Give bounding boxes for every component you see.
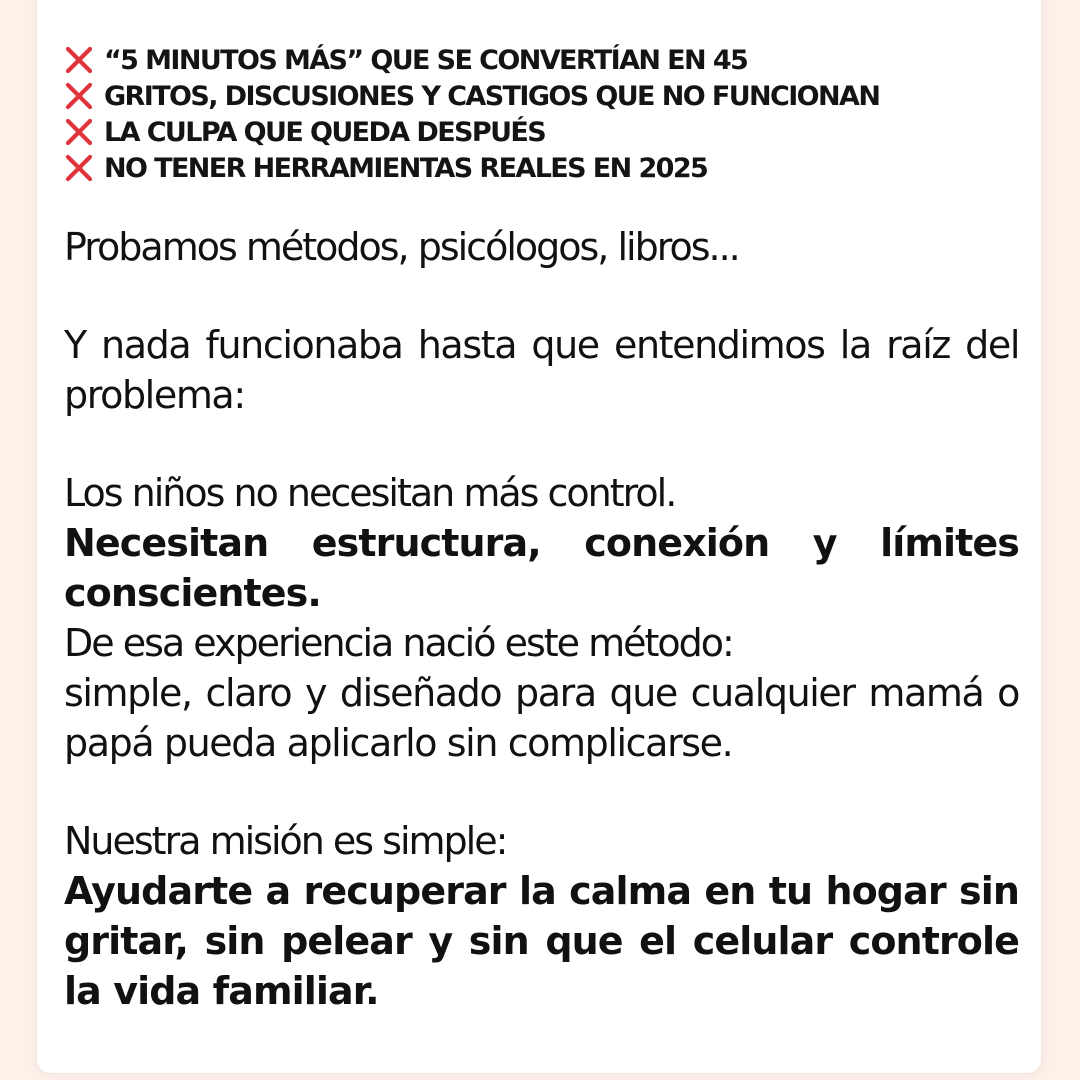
method-description: simple, claro y diseñado para que cualquier mamá o papá pueda aplicarlo sin complicarse.	[64, 671, 1019, 765]
content	[64, 42, 1019, 1016]
problem-text: “5 MINUTOS MÁS” QUE SE CONVERTÍAN EN 45	[104, 44, 748, 76]
cross-mark-icon	[64, 153, 94, 183]
problem-item	[64, 150, 1019, 186]
problem-text: GRITOS, DISCUSIONES Y CASTIGOS QUE NO FUNCIONAN	[104, 80, 880, 112]
problem-list	[64, 42, 1019, 186]
problem-text: NO TENER HERRAMIENTAS REALES EN 2025	[104, 152, 708, 184]
problem-text: LA CULPA QUE QUEDA DESPUÉS	[104, 116, 546, 148]
method-line: De esa experiencia nació este método:	[64, 621, 733, 665]
mission-line: Nuestra misión es simple:	[64, 819, 507, 863]
insight-bold: Necesitan estructura, conexión y límites conscientes.	[64, 521, 1019, 615]
problem-item	[64, 78, 1019, 114]
mission-statement: Ayudarte a recuperar la calma en tu hogar sin gritar, sin pelear y sin que el celular controle la vida familiar.	[64, 869, 1019, 1013]
intro-text: Probamos métodos, psicólogos, libros...	[64, 225, 739, 269]
cross-mark-icon	[64, 81, 94, 111]
cross-mark-icon	[64, 45, 94, 75]
problem-item	[64, 42, 1019, 78]
problem-item	[64, 114, 1019, 150]
cross-mark-icon	[64, 117, 94, 147]
realization-text: Y nada funcionaba hasta que entendimos la raíz del problema:	[64, 323, 1019, 417]
insight-line: Los niños no necesitan más control.	[64, 471, 676, 515]
